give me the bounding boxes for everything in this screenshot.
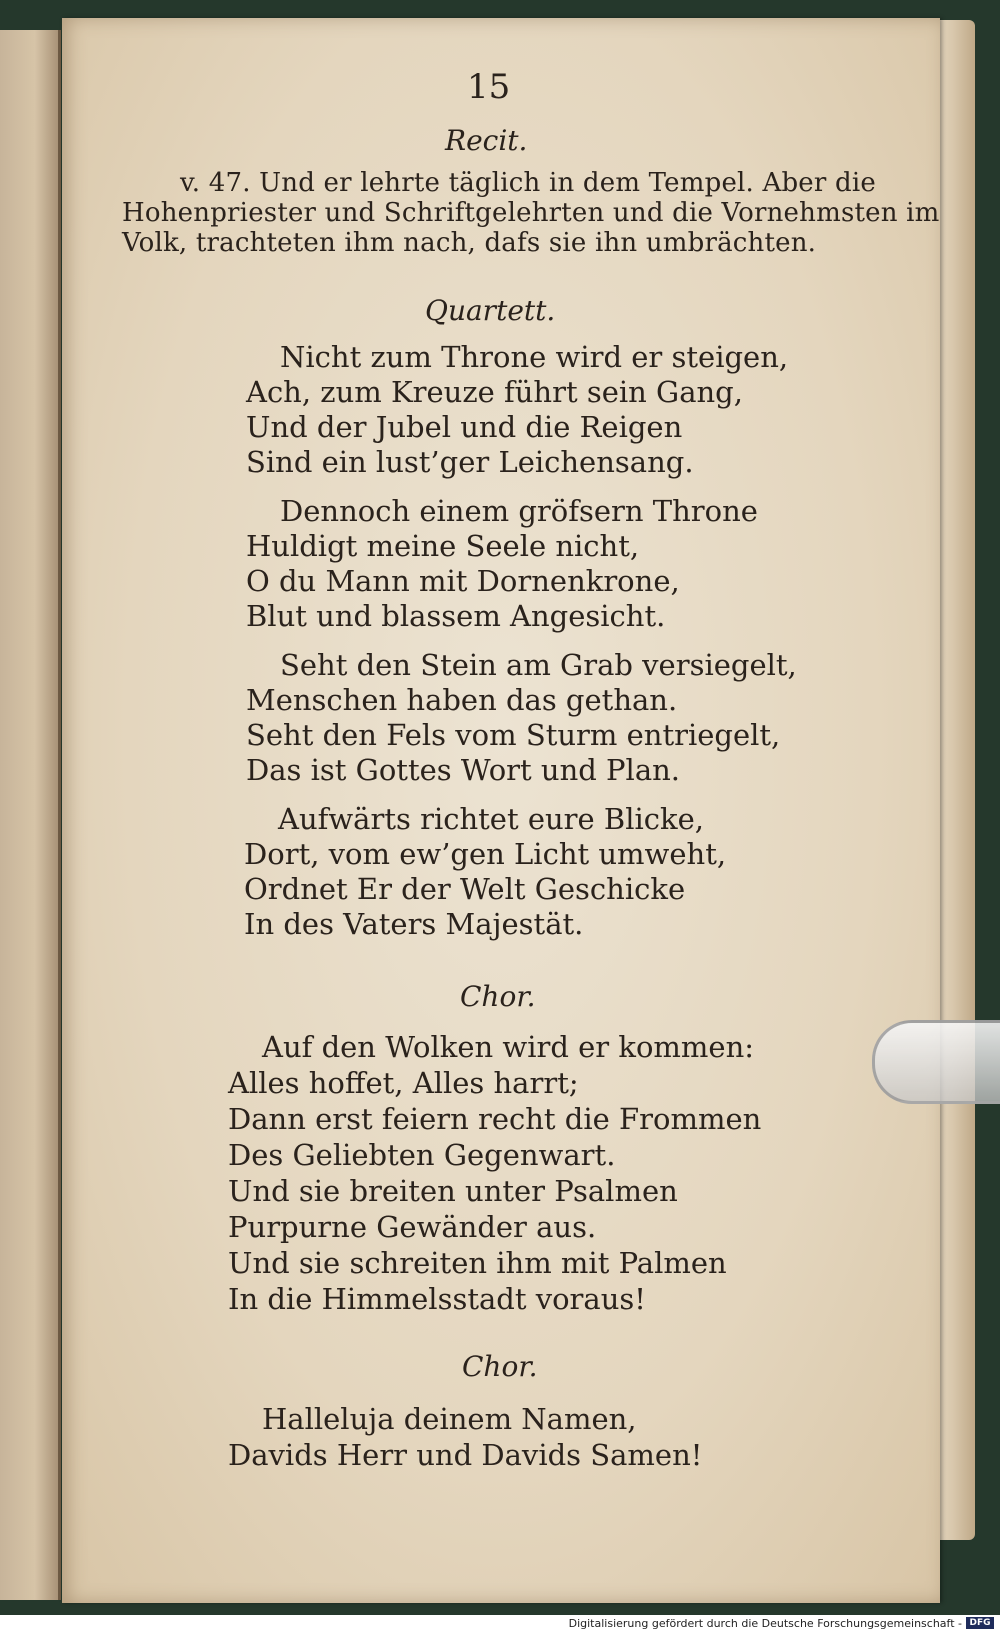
verse-line: Alles hoffet, Alles harrt; (228, 1066, 579, 1100)
recit-line: Volk, trachteten ihm nach, dafs sie ihn umbrächten. (122, 228, 817, 258)
verse-line: Des Geliebten Gegenwart. (228, 1138, 616, 1172)
recit-line: Hohenpriester und Schriftgelehrten und die Vornehmsten im (122, 198, 940, 228)
verse-line: Aufwärts richtet eure Blicke, (278, 802, 704, 836)
heading-chor: Chor. (462, 1350, 538, 1383)
verse-line: Ach, zum Kreuze führt sein Gang, (246, 375, 743, 409)
verse-line: Dennoch einem gröfsern Throne (280, 494, 758, 528)
page-number: 15 (467, 67, 511, 107)
verse-line: Huldigt meine Seele nicht, (246, 529, 640, 563)
verse-line: Blut und blassem Angesicht. (246, 599, 666, 633)
verse-line: In des Vaters Majestät. (244, 907, 584, 941)
footer-credit: Digitalisierung gefördert durch die Deutsche Forschungsgemeinschaft - (568, 1617, 962, 1630)
heading-quartett: Quartett. (425, 294, 556, 327)
verse-line: Menschen haben das gethan. (246, 683, 678, 717)
verse-line: Dort, vom ew’gen Licht umweht, (244, 837, 727, 871)
verse-line: Ordnet Er der Welt Geschicke (244, 872, 686, 906)
verse-line: Seht den Stein am Grab versiegelt, (280, 648, 797, 682)
verse-line: Purpurne Gewänder aus. (228, 1210, 597, 1244)
verse-line: Und sie breiten unter Psalmen (228, 1174, 678, 1208)
page-clip (872, 1020, 1000, 1104)
dfg-logo: DFG (966, 1617, 994, 1629)
left-page-edge (0, 30, 61, 1600)
verse-line: Das ist Gottes Wort und Plan. (246, 753, 681, 787)
verse-line: In die Himmelsstadt voraus! (228, 1282, 646, 1316)
recit-line: v. 47. Und er lehrte täglich in dem Tempel. Aber die (180, 168, 876, 198)
verse-line: Davids Herr und Davids Samen! (228, 1438, 703, 1472)
verse-line: Auf den Wolken wird er kommen: (262, 1030, 755, 1064)
verse-line: Nicht zum Throne wird er steigen, (280, 340, 789, 374)
verse-line: Halleluja deinem Namen, (262, 1402, 637, 1436)
verse-line: Und sie schreiten ihm mit Palmen (228, 1246, 727, 1280)
heading-recit: Recit. (445, 124, 528, 157)
verse-line: Dann erst feiern recht die Frommen (228, 1102, 762, 1136)
heading-chor: Chor. (460, 980, 536, 1013)
book-page (62, 18, 940, 1603)
verse-line: Seht den Fels vom Sturm entriegelt, (246, 718, 781, 752)
verse-line: Sind ein lust’ger Leichensang. (246, 445, 694, 479)
verse-line: Und der Jubel und die Reigen (246, 410, 683, 444)
verse-line: O du Mann mit Dornenkrone, (246, 564, 680, 598)
